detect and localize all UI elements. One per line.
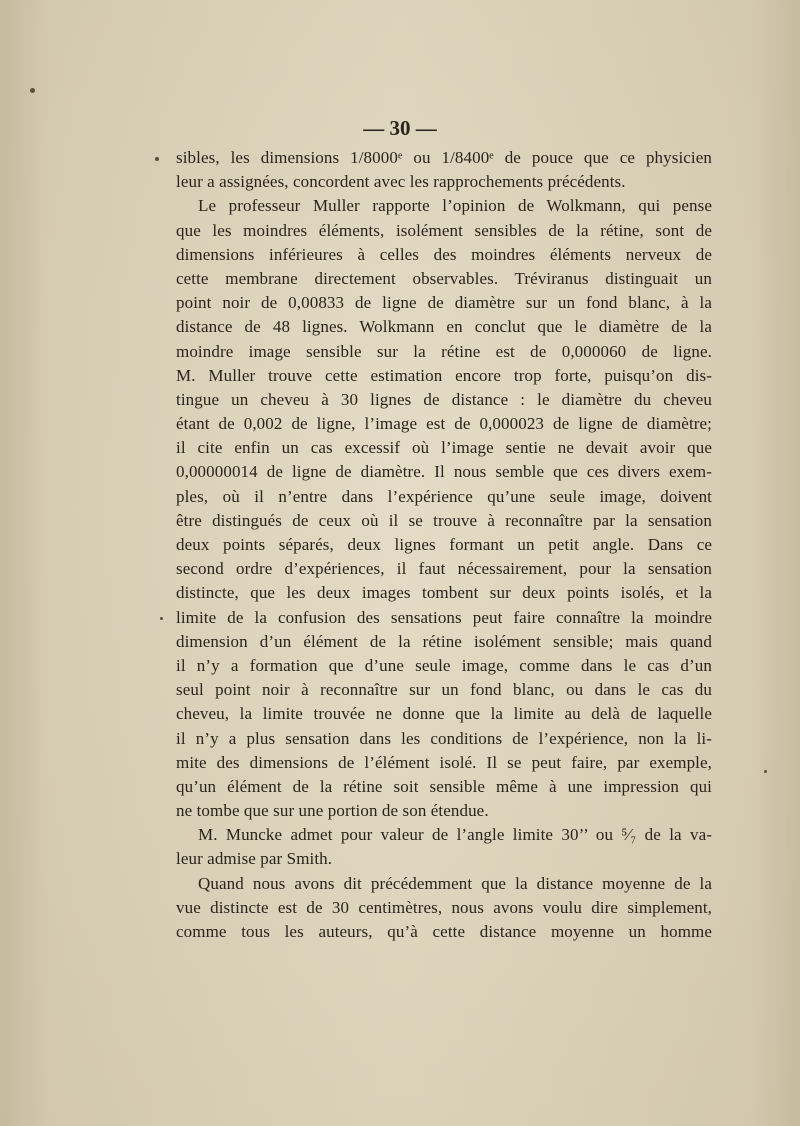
text-line: il n’y a plus sensation dans les conditions de l’expérience, non la li- xyxy=(176,728,712,748)
text-line: limite de la confusion des sensations peut faire connaître la moindre xyxy=(176,607,712,627)
paper-speck xyxy=(155,157,159,161)
text-line: dimension d’un élément de la rétine isolément sensible; mais quand xyxy=(176,631,712,651)
text-line: comme tous les auteurs, qu’à cette distance moyenne un homme xyxy=(176,922,712,941)
text-line: M. Muller trouve cette estimation encore trop forte, puisqu’on dis- xyxy=(176,365,712,385)
text-line: il cite enfin un cas excessif où l’image sentie ne devait avoir que xyxy=(176,438,712,458)
text-line: tingue un cheveu à 30 lignes de distance : le diamètre du cheveu xyxy=(176,389,712,409)
text-line: dimensions inférieures à celles des moindres éléments nerveux de xyxy=(176,244,712,264)
text-line: 0,00000014 de ligne de diamètre. Il nous semble que ces divers exem- xyxy=(176,462,712,482)
text-line: cette membrane directement observables. Tréviranus distinguait un xyxy=(176,268,712,288)
text-line: ples, où il n’entre dans l’expérience qu’une seule image, doivent xyxy=(176,486,712,506)
paper-speck xyxy=(764,770,767,773)
paper-speck xyxy=(160,617,163,620)
text-line: ne tombe que sur une portion de son étendue. xyxy=(176,801,489,821)
text-line: Le professeur Muller rapporte l’opinion de Wolkmann, qui pense xyxy=(198,196,712,216)
text-line: deux points séparés, deux lignes formant un petit angle. Dans ce xyxy=(176,535,712,554)
page-number: — 30 — xyxy=(363,116,437,140)
text-line: Quand nous avons dit précédemment que la distance moyenne de la xyxy=(198,873,712,893)
text-line: leur a assignées, concordent avec les rapprochements précédents. xyxy=(176,172,626,192)
text-line: mite des dimensions de l’élément isolé. Il se peut faire, par exemple, xyxy=(176,752,712,772)
text-line: il n’y a formation que d’une seule image, comme dans le cas d’un xyxy=(176,655,712,675)
text-line: M. Muncke admet pour valeur de l’angle limite 30’’ ou ⁵⁄₇ de la va- xyxy=(198,825,712,845)
text-line: point noir de 0,00833 de ligne de diamètre sur un fond blanc, à la xyxy=(176,293,712,313)
text-line: cheveu, la limite trouvée ne donne que la limite au delà de laquelle xyxy=(176,704,712,724)
body-text xyxy=(176,146,712,944)
text-line: moindre image sensible sur la rétine est de 0,000060 de ligne. xyxy=(176,341,712,361)
text-line: que les moindres éléments, isolément sensibles de la rétine, sont de xyxy=(176,220,712,240)
text-line: vue distincte est de 30 centimètres, nous avons voulu dire simplement, xyxy=(176,897,712,917)
text-line: distance de 48 lignes. Wolkmann en conclut que le diamètre de la xyxy=(176,317,712,337)
text-line: sibles, les dimensions 1/8000ᵉ ou 1/8400ᵉ de pouce que ce physicien xyxy=(176,148,712,167)
paper-speck xyxy=(30,88,35,93)
text-line: étant de 0,002 de ligne, l’image est de 0,000023 de ligne de diamètre; xyxy=(176,414,712,434)
text-line: distincte, que les deux images tombent sur deux points isolés, et la xyxy=(176,583,712,603)
text-line: seul point noir à reconnaître sur un fond blanc, ou dans le cas du xyxy=(176,680,712,700)
text-line: être distingués de ceux où il se trouve à reconnaître par la sensation xyxy=(176,510,712,530)
text-line: leur admise par Smith. xyxy=(176,849,333,869)
text-line: second ordre d’expériences, il faut nécessairement, pour la sensation xyxy=(176,559,712,579)
text-line: qu’un élément de la rétine soit sensible même à une impression qui xyxy=(176,776,712,796)
